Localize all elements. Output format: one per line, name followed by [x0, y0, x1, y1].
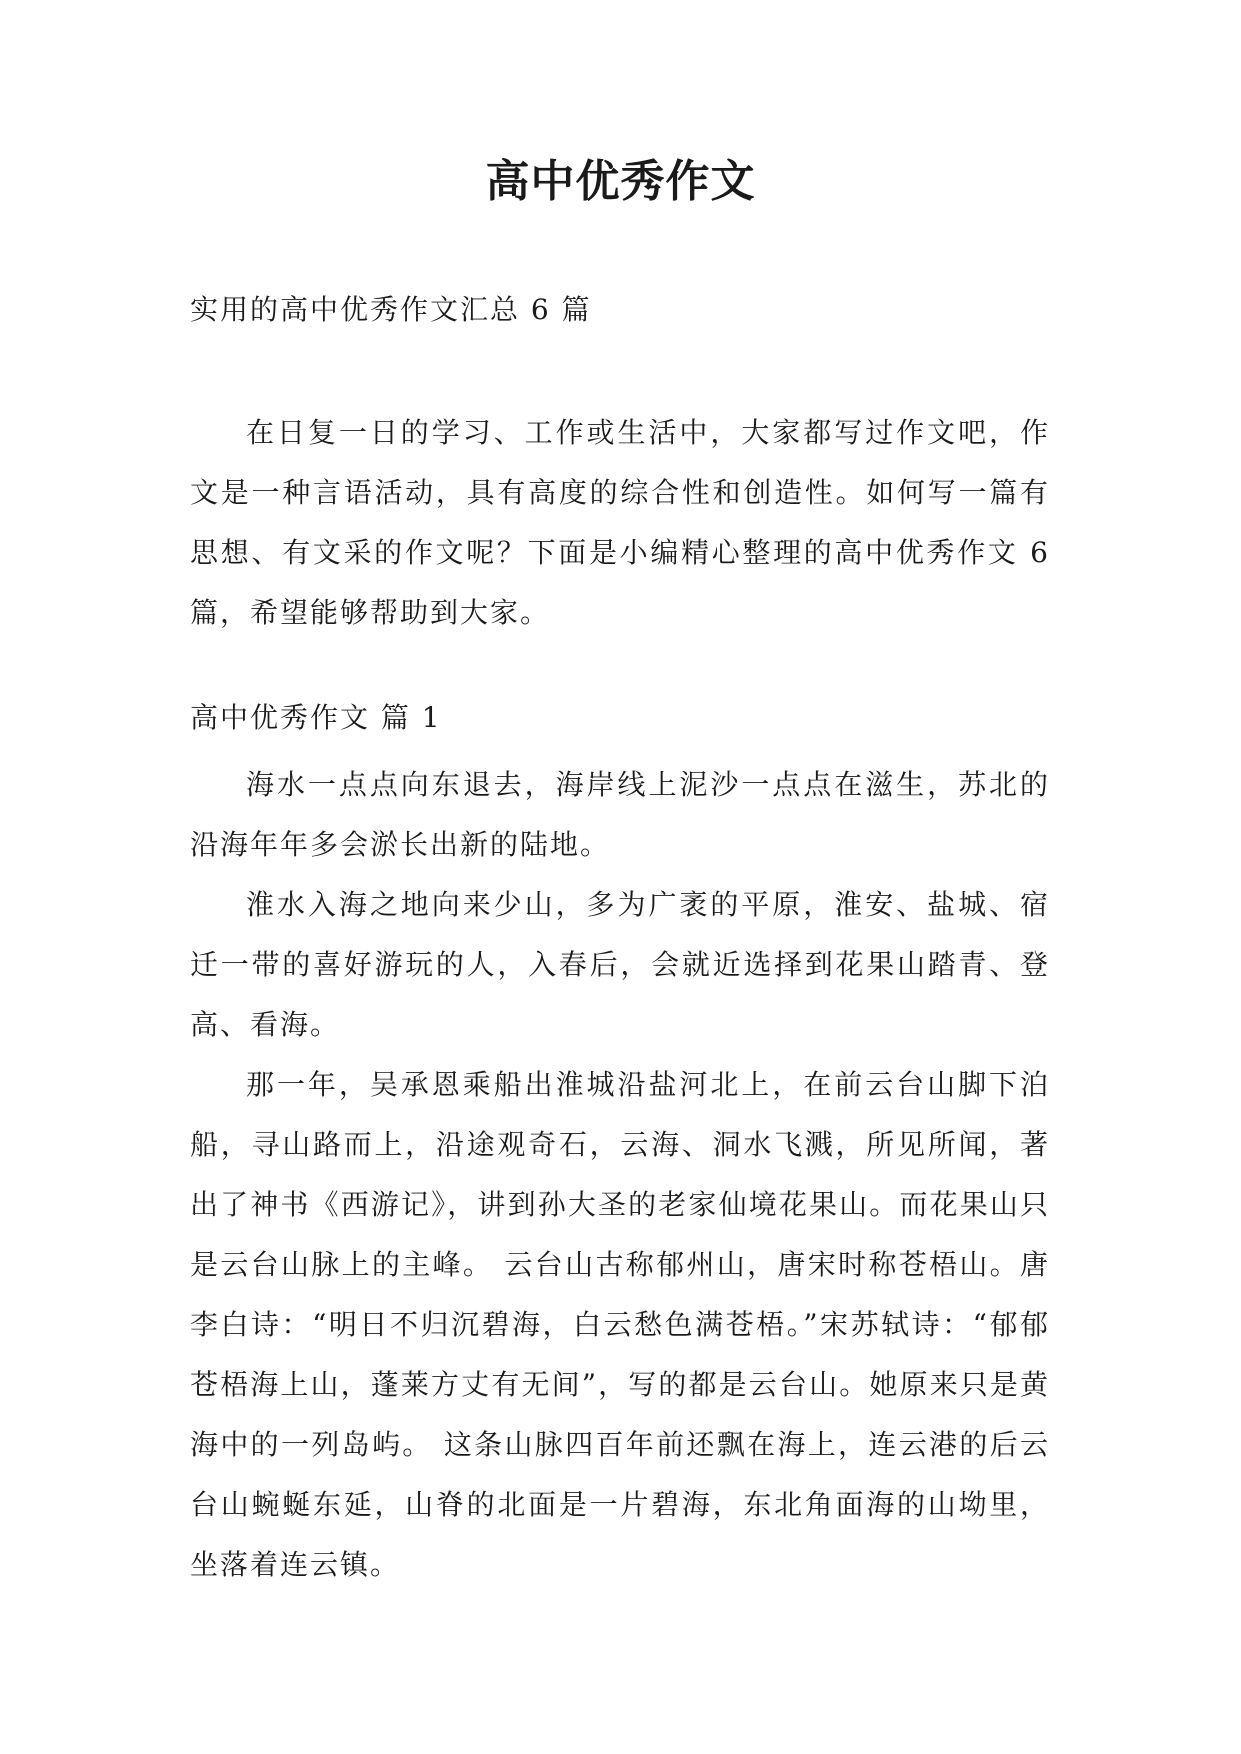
body-paragraph: 淮水入海之地向来少山，多为广袤的平原，淮安、盐城、宿迁一带的喜好游玩的人，入春后，会就近选择到花果山踏青、登高、看海。: [190, 888, 1050, 1041]
section-heading: 高中优秀作文 篇 1: [190, 701, 442, 734]
document-title: 高中优秀作文: [485, 156, 756, 207]
body-paragraph: 海水一点点向东退去，海岸线上泥沙一点点在滋生，苏北的沿海年年多会淤长出新的陆地。: [190, 768, 1050, 861]
body-paragraph: 那一年，吴承恩乘船出淮城沿盐河北上，在前云台山脚下泊船，寻山路而上，沿途观奇石，云海、洞水飞溅，所见所闻，著出了神书《西游记》，讲到孙大圣的老家仙境花果山。而花果山只是云台山脉上的主峰。 云台山古称郁州山，唐宋时称苍梧山。唐李白诗：“明日不归沉碧海，白云愁色满苍梧。”宋苏轼诗：“郁郁苍梧海上山，蓬莱方丈有无间”，写的都是云台山。她原来只是黄海中的一列岛屿。 这条山脉四百年前还飘在海上，连云港的后云台山蜿蜒东延，山脊的北面是一片碧海，东北角面海的山坳里，坐落着连云镇。: [190, 1068, 1050, 1581]
section-body: [190, 755, 1050, 1595]
document-subtitle: 实用的高中优秀作文汇总 6 篇: [190, 293, 592, 326]
intro-paragraph: 在日复一日的学习、工作或生活中，大家都写过作文吧，作文是一种言语活动，具有高度的综合性和创造性。如何写一篇有思想、有文采的作文呢？下面是小编精心整理的高中优秀作文 6 篇，希望能够帮助到大家。: [190, 416, 1050, 629]
